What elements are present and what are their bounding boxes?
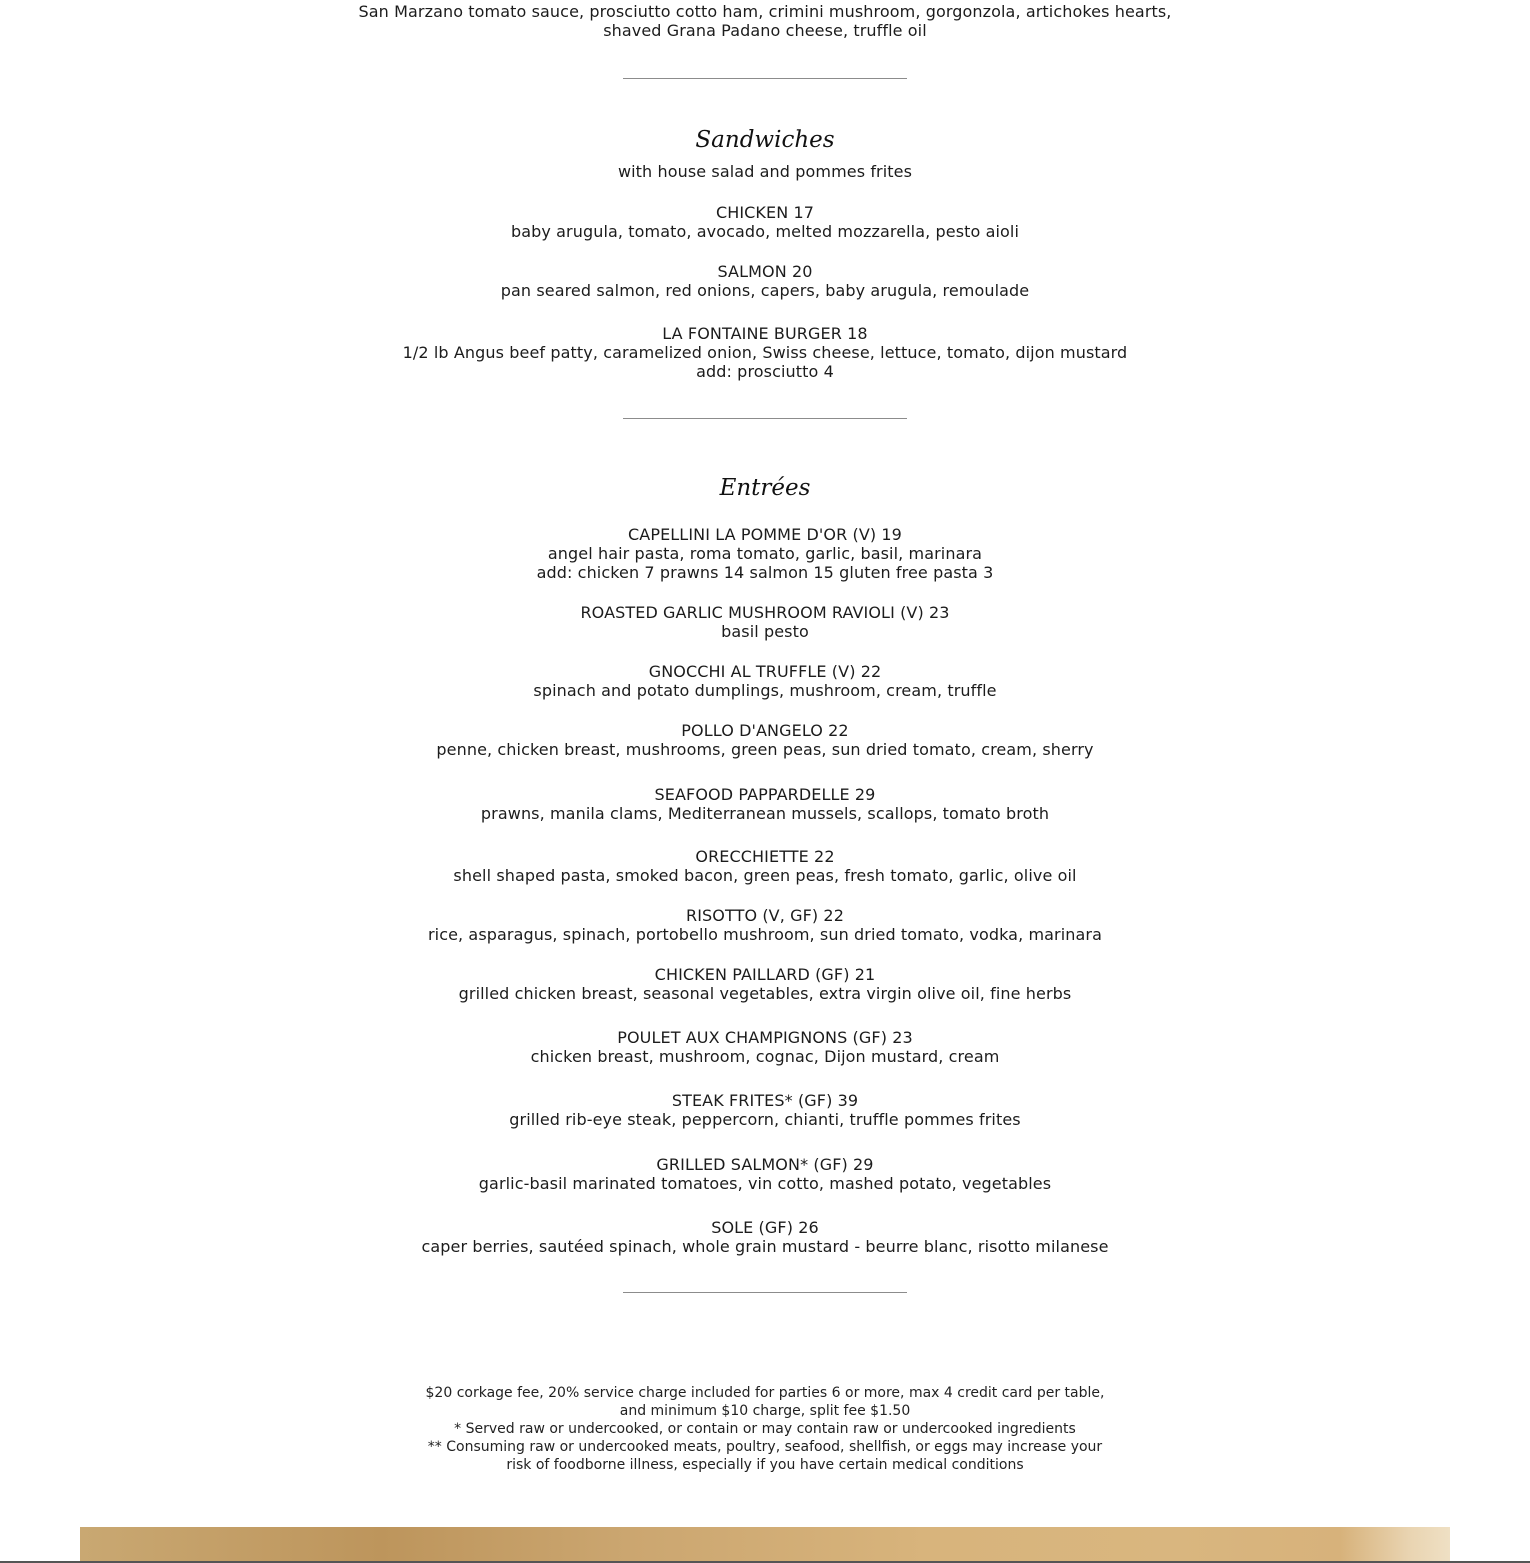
menu-item-desc: penne, chicken breast, mushrooms, green peas, sun dried tomato, cream, sherry [436, 740, 1094, 759]
menu-item-desc: prawns, manila clams, Mediterranean mussels, scallops, tomato broth [480, 804, 1050, 823]
menu-item-addon: add: chicken 7 prawns 14 salmon 15 gluten free pasta 3 [536, 563, 994, 582]
menu-item-desc: basil pesto [721, 622, 809, 641]
sandwiches-subtitle: with house salad and pommes frites [617, 162, 913, 181]
pizza-desc-line-2: shaved Grana Padano cheese, truffle oil [603, 21, 927, 40]
menu-item-name: SEAFOOD PAPPARDELLE 29 [654, 785, 876, 804]
menu-item-desc: baby arugula, tomato, avocado, melted mozzarella, pesto aioli [510, 222, 1020, 241]
footer-note-line: ** Consuming raw or undercooked meats, poultry, seafood, shellfish, or eggs may increase your [427, 1439, 1103, 1455]
menu-item-name: ROASTED GARLIC MUSHROOM RAVIOLI (V) 23 [580, 603, 950, 622]
menu-item-name: GNOCCHI AL TRUFFLE (V) 22 [648, 662, 882, 681]
section-divider [623, 78, 907, 79]
menu-item-desc: rice, asparagus, spinach, portobello mushroom, sun dried tomato, vodka, marinara [427, 925, 1102, 944]
menu-item-desc: 1/2 lb Angus beef patty, caramelized onion, Swiss cheese, lettuce, tomato, dijon mustard [402, 343, 1128, 362]
menu-item-name: GRILLED SALMON* (GF) 29 [656, 1155, 874, 1174]
menu-item-name: CHICKEN 17 [715, 203, 815, 222]
gold-banner-bar [80, 1527, 1450, 1563]
footer-note-line: risk of foodborne illness, especially if you have certain medical conditions [506, 1457, 1024, 1473]
sandwiches-heading: Sandwiches [695, 127, 835, 153]
menu-item-name: RISOTTO (V, GF) 22 [686, 906, 844, 925]
menu-item-name: SALMON 20 [717, 262, 813, 281]
menu-item-desc: caper berries, sautéed spinach, whole grain mustard - beurre blanc, risotto milanese [421, 1237, 1109, 1256]
menu-item-name: CHICKEN PAILLARD (GF) 21 [654, 965, 876, 984]
menu-item-desc: spinach and potato dumplings, mushroom, cream, truffle [533, 681, 997, 700]
menu-item-desc: grilled chicken breast, seasonal vegetables, extra virgin olive oil, fine herbs [458, 984, 1072, 1003]
menu-item-name: ORECCHIETTE 22 [695, 847, 835, 866]
menu-item-name: LA FONTAINE BURGER 18 [662, 324, 868, 343]
entrees-heading: Entrées [719, 475, 811, 501]
menu-item-desc: pan seared salmon, red onions, capers, baby arugula, remoulade [500, 281, 1030, 300]
menu-item-name: POLLO D'ANGELO 22 [681, 721, 849, 740]
menu-item-addon: add: prosciutto 4 [696, 362, 834, 381]
menu-item-desc: garlic-basil marinated tomatoes, vin cotto, mashed potato, vegetables [478, 1174, 1052, 1193]
menu-item-name: SOLE (GF) 26 [711, 1218, 819, 1237]
footer-note-line: $20 corkage fee, 20% service charge included for parties 6 or more, max 4 credit card per table, [425, 1385, 1105, 1401]
section-divider [623, 1292, 907, 1293]
menu-item-desc: angel hair pasta, roma tomato, garlic, basil, marinara [547, 544, 983, 563]
menu-item-name: POULET AUX CHAMPIGNONS (GF) 23 [617, 1028, 913, 1047]
menu-item-desc: shell shaped pasta, smoked bacon, green peas, fresh tomato, garlic, olive oil [453, 866, 1077, 885]
footer-note-line: and minimum $10 charge, split fee $1.50 [619, 1403, 911, 1419]
footer-note-line: * Served raw or undercooked, or contain or may contain raw or undercooked ingredients [454, 1421, 1076, 1437]
menu-item-name: STEAK FRITES* (GF) 39 [671, 1091, 859, 1110]
menu-item-name: CAPELLINI LA POMME D'OR (V) 19 [628, 525, 902, 544]
section-divider [623, 418, 907, 419]
menu-item-desc: chicken breast, mushroom, cognac, Dijon mustard, cream [530, 1047, 1000, 1066]
pizza-desc-line-1: San Marzano tomato sauce, prosciutto cotto ham, crimini mushroom, gorgonzola, artichokes hearts, [358, 2, 1172, 21]
menu-item-desc: grilled rib-eye steak, peppercorn, chianti, truffle pommes frites [509, 1110, 1021, 1129]
